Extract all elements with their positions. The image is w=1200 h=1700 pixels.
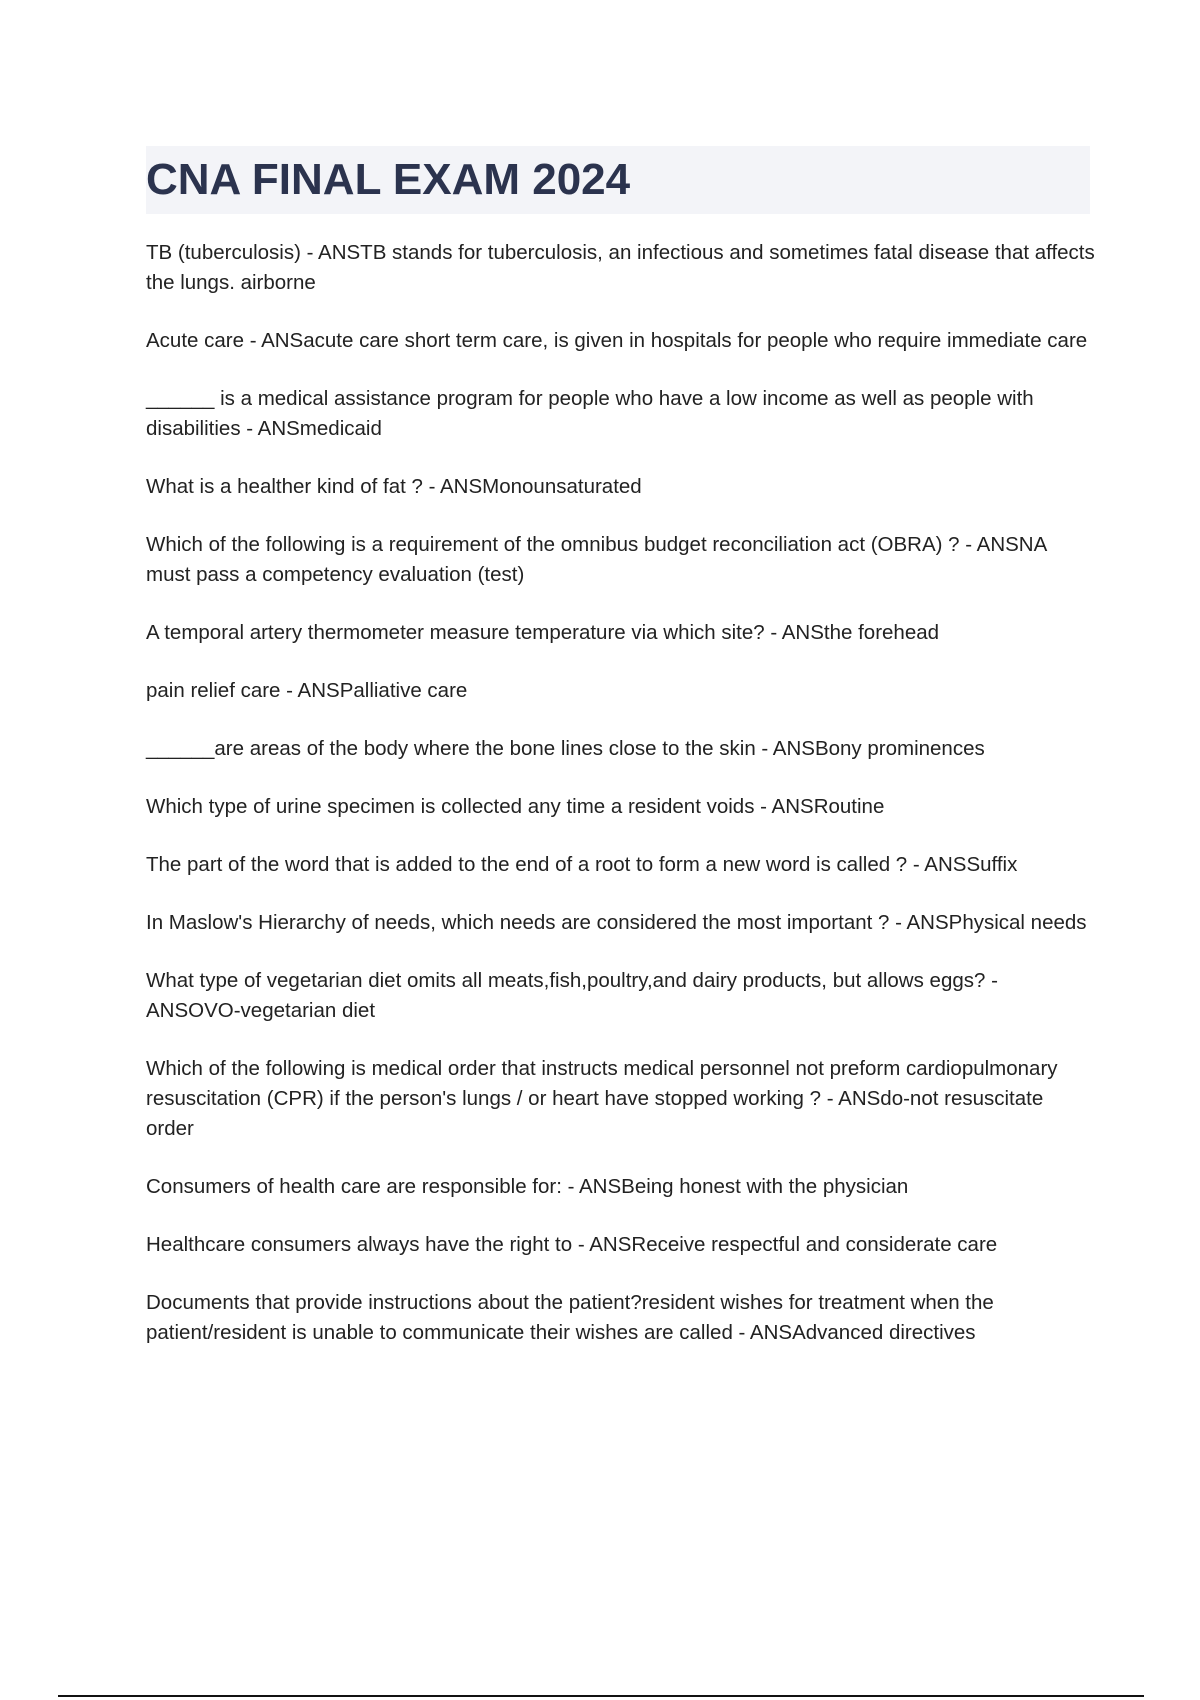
qa-item: TB (tuberculosis) - ANSTB stands for tuberculosis, an infectious and sometimes fatal disease that affects the lungs. airborne <box>146 241 1095 294</box>
qa-list <box>146 238 1096 1376</box>
qa-item: Which of the following is medical order that instructs medical personnel not preform cardiopulmonary resuscitation (CPR) if the person's lungs / or heart have stopped working ? - ANSdo-not resuscitate order <box>146 1057 1058 1140</box>
qa-item: Documents that provide instructions about the patient?resident wishes for treatment when the patient/resident is unable to communicate their wishes are called - ANSAdvanced directives <box>146 1291 994 1344</box>
qa-item: ______ is a medical assistance program for people who have a low income as well as people with disabilities - ANSmedicaid <box>146 387 1034 440</box>
qa-item: Acute care - ANSacute care short term care, is given in hospitals for people who require immediate care <box>146 329 1088 352</box>
qa-item: In Maslow's Hierarchy of needs, which needs are considered the most important ? - ANSPhysical needs <box>146 911 1087 934</box>
qa-item: What type of vegetarian diet omits all meats,fish,poultry,and dairy products, but allows eggs? - ANSOVO-vegetarian diet <box>146 969 998 1022</box>
qa-item: A temporal artery thermometer measure temperature via which site? - ANSthe forehead <box>146 621 940 644</box>
qa-item: Consumers of health care are responsible for: - ANSBeing honest with the physician <box>146 1175 909 1198</box>
qa-item: Which type of urine specimen is collected any time a resident voids - ANSRoutine <box>146 795 885 818</box>
qa-item: pain relief care - ANSPalliative care <box>146 679 468 702</box>
qa-item: What is a healther kind of fat ? - ANSMonounsaturated <box>146 475 642 498</box>
qa-item: The part of the word that is added to the end of a root to form a new word is called ? - ANSSuffix <box>146 853 1018 876</box>
footer-divider <box>58 1695 1144 1697</box>
qa-item: ______are areas of the body where the bone lines close to the skin - ANSBony prominences <box>146 737 985 760</box>
page-title: CNA FINAL EXAM 2024 <box>146 155 631 204</box>
qa-item: Which of the following is a requirement of the omnibus budget reconciliation act (OBRA) ? - ANSNA must pass a competency evaluation (test) <box>146 533 1047 586</box>
qa-item: Healthcare consumers always have the right to - ANSReceive respectful and considerate care <box>146 1233 998 1256</box>
